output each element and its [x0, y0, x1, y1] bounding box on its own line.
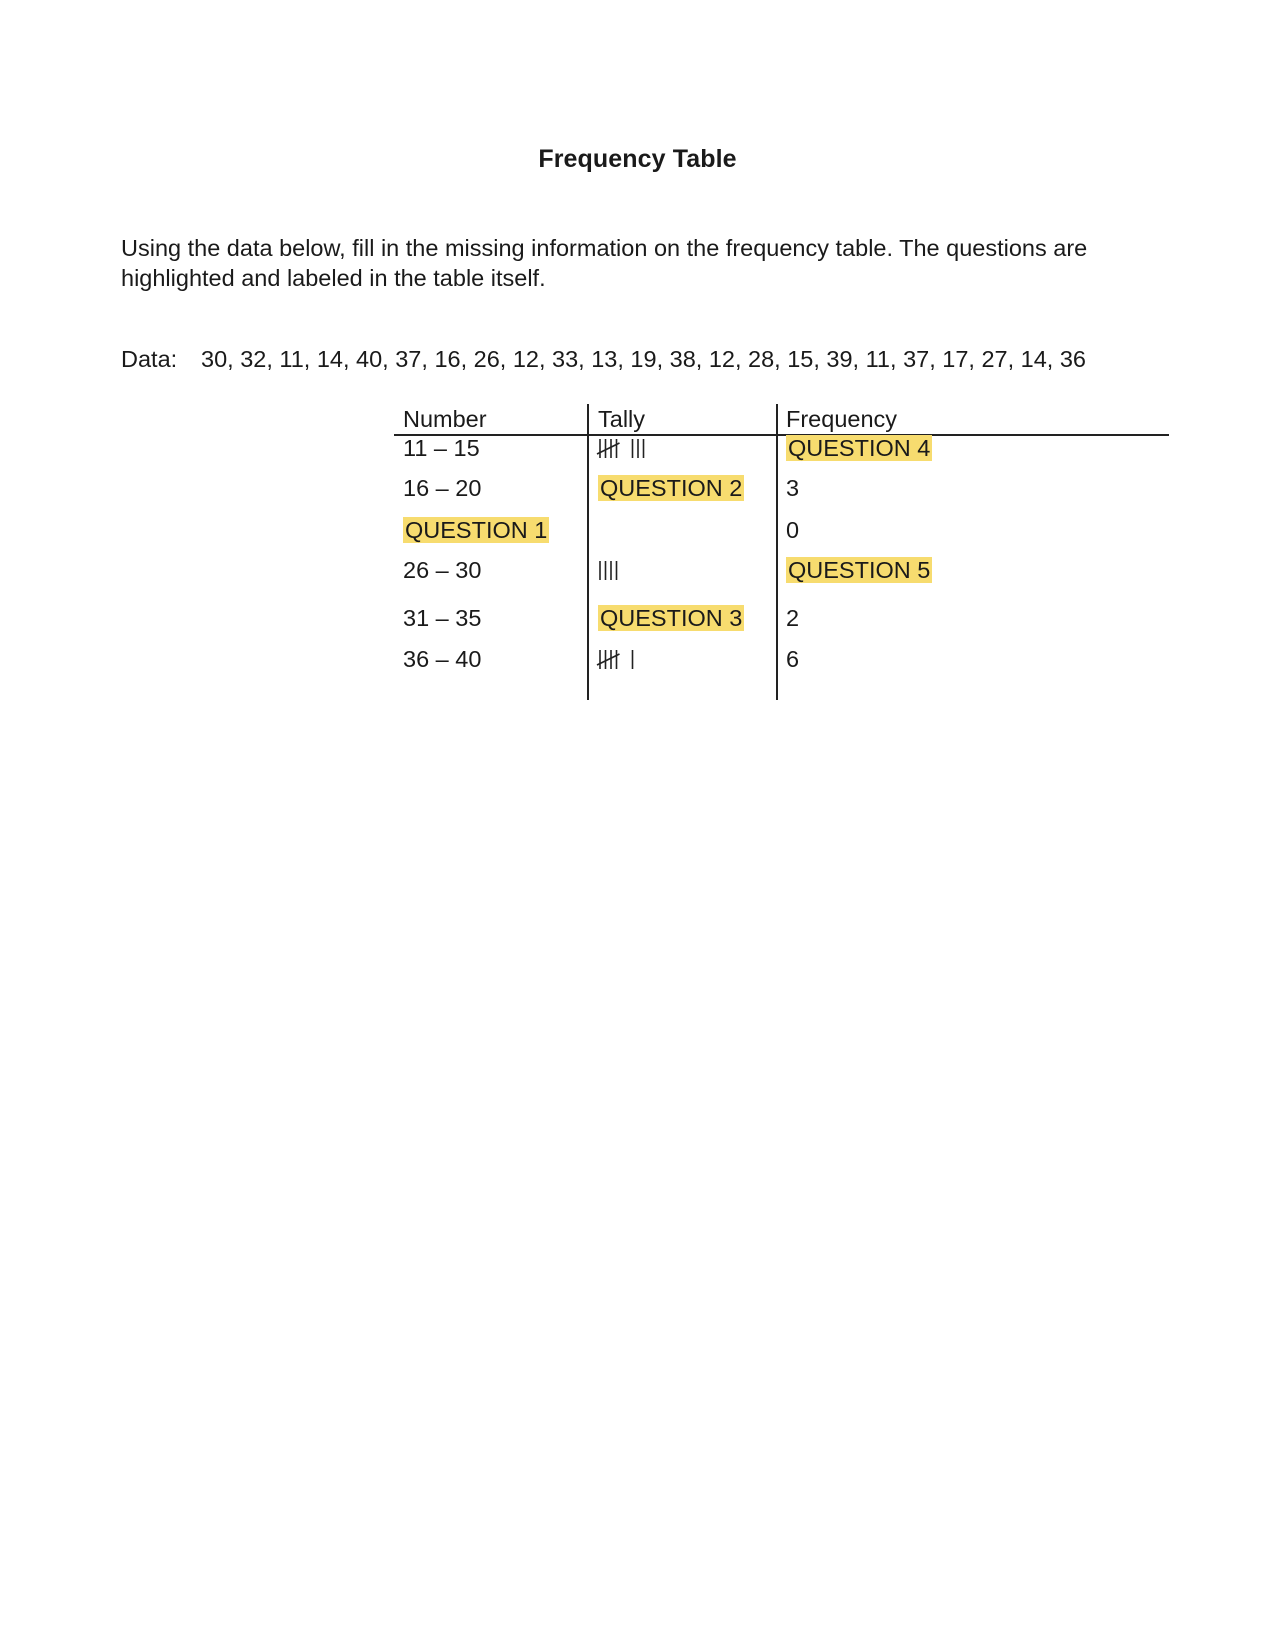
header-number: Number: [403, 406, 487, 432]
tally-marks: [598, 645, 768, 673]
data-line: [121, 346, 1086, 373]
row-number: 31 – 35: [403, 605, 482, 631]
tally-mark-group: [598, 434, 768, 462]
row-frequency: [786, 556, 932, 584]
question-highlight: QUESTION 4: [788, 435, 931, 461]
page-title: Frequency Table: [538, 145, 737, 173]
question-highlight: QUESTION 5: [788, 557, 931, 583]
tally-mark-group: [598, 645, 768, 673]
header-rule: [394, 434, 1169, 436]
row-number: 36 – 40: [403, 646, 482, 672]
row-number: 16 – 20: [403, 475, 482, 501]
question-highlight: QUESTION 2: [600, 475, 743, 501]
header-frequency: Frequency: [786, 406, 898, 432]
column-divider: [587, 404, 589, 700]
tally-marks: [598, 556, 768, 584]
row-frequency: 6: [786, 646, 800, 672]
data-values: 30, 32, 11, 14, 40, 37, 16, 26, 12, 33, 13, 19, 38, 12, 28, 15, 39, 11, 37, 17, 27, 14, 36: [201, 346, 1086, 372]
row-frequency: [786, 434, 932, 462]
question-highlight: QUESTION 1: [405, 517, 548, 543]
row-frequency: 2: [786, 605, 800, 631]
header-tally: Tally: [598, 406, 646, 432]
frequency-table: [394, 404, 1169, 700]
row-tally: [598, 474, 744, 502]
row-frequency: 0: [786, 517, 800, 543]
tally-mark-group: [598, 556, 768, 584]
data-label: Data:: [121, 346, 178, 372]
row-tally: [598, 604, 744, 632]
row-number: 26 – 30: [403, 557, 482, 583]
column-divider: [776, 404, 778, 700]
row-frequency: 3: [786, 475, 800, 501]
tally-marks: [598, 434, 768, 462]
instructions: Using the data below, fill in the missing information on the frequency table. The questions are highlighted and labeled in the table itself.: [121, 235, 1088, 291]
row-number: 11 – 15: [403, 435, 480, 461]
row-number: [403, 516, 549, 544]
question-highlight: QUESTION 3: [600, 605, 743, 631]
